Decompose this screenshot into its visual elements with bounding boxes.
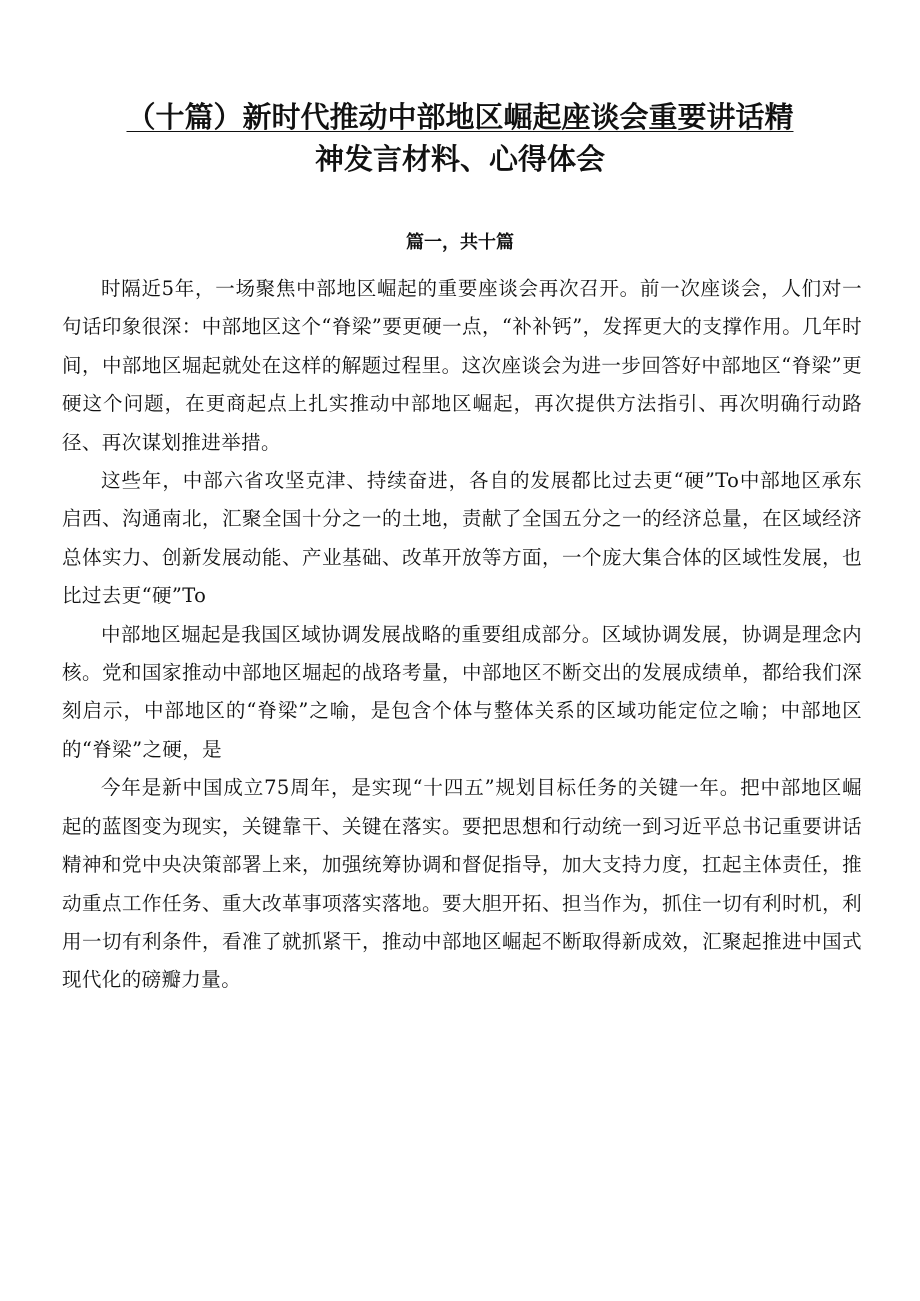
paragraph-2: 这些年，中部六省攻坚克津、持续奋进，各自的发展都比过去更“硬”To中部地区承东启西、沟通南北，汇聚全国十分之一的土地，责献了全国五分之一的经济总量，在区域经济总体实力、创新发展动能、产业基础、改革开放等方面，一个庞大集合体的区域性发展，也比过去更“硬”To bbox=[62, 469, 862, 608]
paragraph-1: 时隔近5年，一场聚焦中部地区崛起的重要座谈会再次召开。前一次座谈会，人们对一句话印象很深：中部地区这个“脊梁”要更硬一点，“补补钙”，发挥更大的支撑作用。几年时间，中部地区堀起就处在这样的解题过程里。这次座谈会为进一步回答好中部地区“脊梁”更硬这个问题，在更商起点上扎实推动中部地区崛起，再次提供方法指引、再次明确行动路径、再次谋划推进举措。 bbox=[62, 277, 862, 454]
document-body bbox=[62, 270, 862, 1000]
paragraph-4: 今年是新中国成立75周年，是实现“十四五”规划目标任务的关键一年。把中部地区崛起的蓝图变为现实，关键靠干、关键在落实。要把思想和行动统一到习近平总书记重要讲话精神和党中央决策部署上来，加强统筹协调和督促指导，加大支持力度，扛起主体责任，推动重点工作任务、重大改革事项落实落地。要大胆开拓、担当作为，抓住一切有利时机，利用一切有利条件，看准了就抓紧干，推动中部地区崛起不断取得新成效，汇聚起推进中国式现代化的磅瓣力量。 bbox=[62, 776, 862, 992]
document-title-line-2: 神发言材料、心得体会 bbox=[314, 142, 605, 176]
section-heading: 篇一，共十篇 bbox=[406, 232, 514, 253]
document-title-line-1-text: （十篇）新时代推动中部地区崛起座谈会重要讲话精 bbox=[126, 100, 794, 134]
document-title-line-1 bbox=[60, 100, 860, 135]
paragraph-3: 中部地区堀起是我国区域协调发展战略的重要组成部分。区域协调发展，协调是理念内核。党和国家推动中部地区堀起的战珞考量，中部地区不断交出的发展成绩单，都给我们深刻启示，中部地区的“脊梁”之喻，是包含个体与整体关系的区域功能定位之喻；中部地区的“脊梁”之硬，是 bbox=[62, 622, 862, 761]
